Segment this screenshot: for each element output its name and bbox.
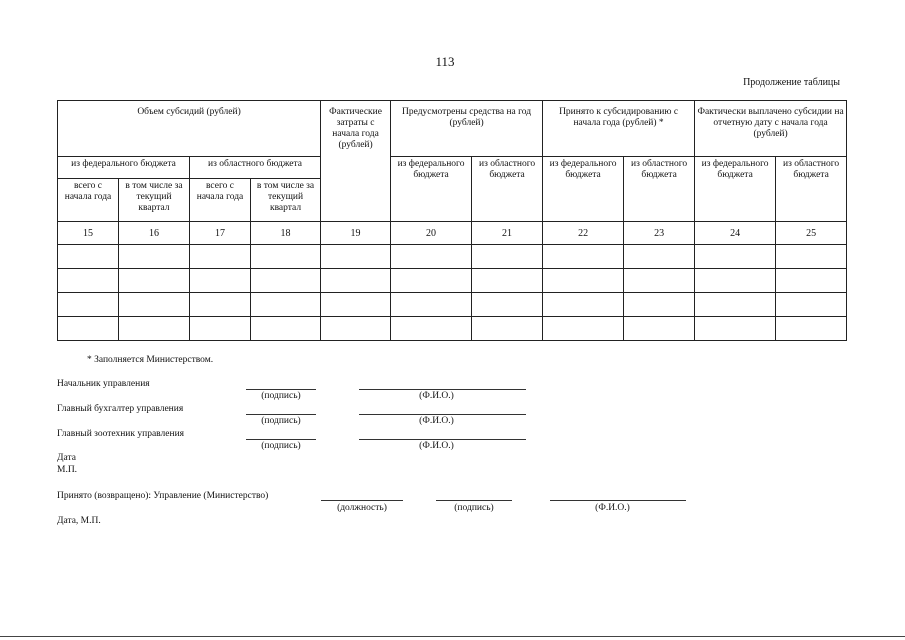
column-number: 20 [391,222,472,245]
table-row [58,245,847,269]
header-accepted-regional: из областного бюджета [624,157,695,222]
name-line [359,389,526,390]
column-number: 21 [472,222,543,245]
signature-line [246,389,316,390]
header-planned-federal: из федерального бюджета [391,157,472,222]
header-regional-since-year-start: всего с начала года [190,179,251,222]
signature-caption: (подпись) [261,441,301,451]
name-line [550,500,686,501]
name-caption: (Ф.И.О.) [419,416,454,426]
stamp-label: М.П. [57,465,78,475]
column-number: 23 [624,222,695,245]
name-caption: (Ф.И.О.) [595,503,630,513]
position-line [321,500,403,501]
date-label: Дата [57,453,76,463]
header-paid-regional: из областного бюджета [776,157,847,222]
signature-line [246,414,316,415]
table-continuation-label: Продолжение таблицы [743,77,840,88]
header-accepted-subsidy: Принято к субсидированию с начала года (рублей) * [543,101,695,157]
signature-line [436,500,512,501]
header-subsidy-volume: Объем субсидий (рублей) [58,101,321,157]
name-caption: (Ф.И.О.) [419,391,454,401]
signature-role-zootechnician: Главный зоотехник управления [57,429,185,439]
table-row [58,317,847,341]
footnote: * Заполняется Министерством. [87,355,214,365]
header-planned-funds: Предусмотрены средства на год (рублей) [391,101,543,157]
header-federal-current-quarter: в том числе за текущий квартал [119,179,190,222]
bottom-border [0,636,905,637]
signature-caption: (подпись) [261,391,301,401]
header-regional-current-quarter: в том числе за текущий квартал [251,179,321,222]
page-number: 113 [435,54,455,69]
table-row [58,293,847,317]
table-row [58,269,847,293]
name-caption: (Ф.И.О.) [419,441,454,451]
column-number: 17 [190,222,251,245]
column-number: 24 [695,222,776,245]
column-number: 25 [776,222,847,245]
column-number: 22 [543,222,624,245]
column-number: 15 [58,222,119,245]
header-actual-costs: Фактические затраты с начала года (рублей) [321,101,391,222]
name-line [359,414,526,415]
name-line [359,439,526,440]
column-number: 18 [251,222,321,245]
header-paid-federal: из федерального бюджета [695,157,776,222]
position-caption: (должность) [337,503,387,513]
signature-role-head: Начальник управления [57,379,150,389]
header-regional-budget: из областного бюджета [190,157,321,179]
header-accepted-federal: из федерального бюджета [543,157,624,222]
column-numbers-row [58,222,847,245]
column-number: 16 [119,222,190,245]
accepted-label: Принято (возвращено): Управление (Министерство) [57,491,269,501]
signature-caption: (подпись) [261,416,301,426]
signature-caption: (подпись) [454,503,494,513]
date-stamp-label: Дата, М.П. [57,516,101,526]
header-actually-paid: Фактически выплачено субсидии на отчетную дату с начала года (рублей) [695,101,847,157]
column-number: 19 [321,222,391,245]
header-planned-regional: из областного бюджета [472,157,543,222]
signature-role-accountant: Главный бухгалтер управления [57,404,184,414]
header-federal-since-year-start: всего с начала года [58,179,119,222]
header-federal-budget: из федерального бюджета [58,157,190,179]
subsidy-table [57,100,847,341]
signature-line [246,439,316,440]
